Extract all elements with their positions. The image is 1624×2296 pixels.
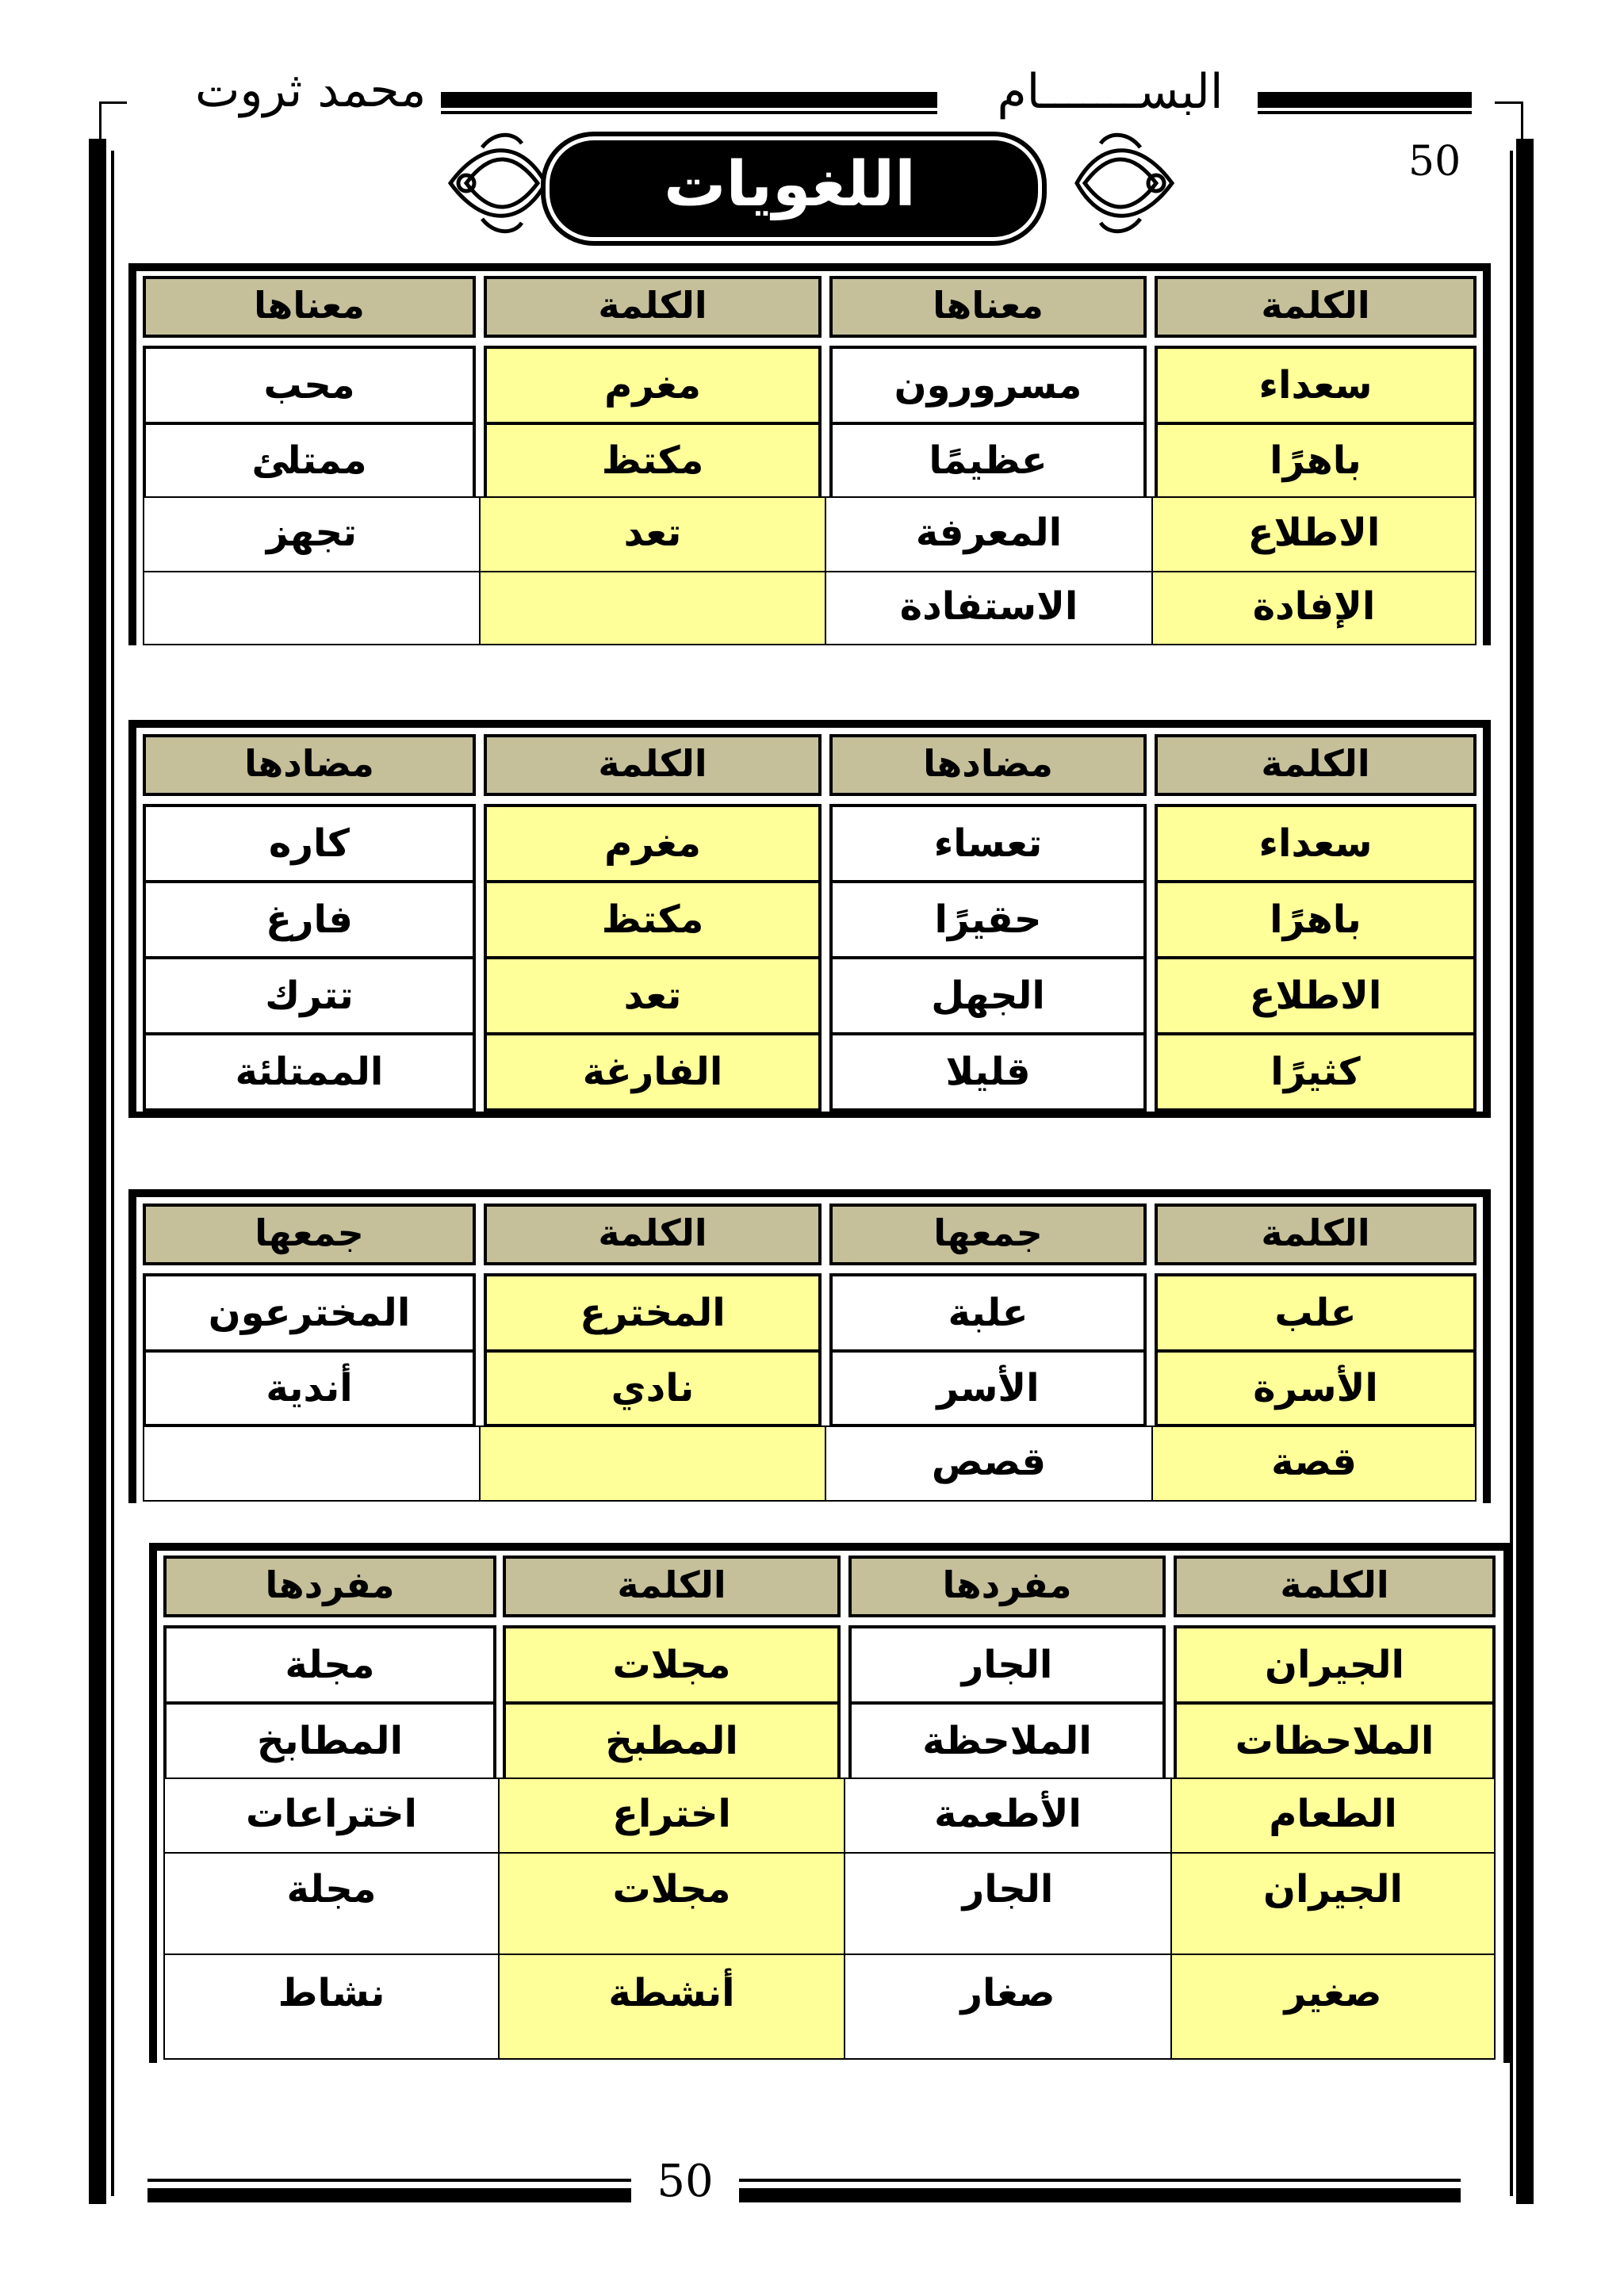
singular-cell: مجلة	[163, 1625, 496, 1705]
header-cell: مفردها	[163, 1556, 496, 1617]
header-bar-right	[1258, 92, 1472, 108]
word-cell: الاطلاع	[1155, 956, 1477, 1035]
plural-cell: أندية	[143, 1349, 476, 1427]
page-frame-left	[89, 139, 106, 2204]
footer-bar-left	[147, 2188, 631, 2202]
header-cell: الكلمة	[1155, 734, 1477, 796]
word-cell: الملاحظات	[1174, 1701, 1496, 1781]
opposite-cell: تعساء	[829, 804, 1147, 883]
plural-cell: قصص	[825, 1425, 1153, 1502]
table-right-rule	[1483, 720, 1491, 1118]
page-frame-right	[1516, 139, 1534, 2204]
meaning-cell: ممتلئ	[143, 422, 476, 499]
footer-bar-left-thin	[147, 2179, 631, 2182]
page-number-bottom: 50	[657, 2156, 714, 2207]
opposite-cell: فارغ	[143, 880, 476, 959]
word-cell: الإفادة	[1151, 571, 1477, 645]
plural-cell: الأسر	[829, 1349, 1147, 1427]
opposite-cell: حقيرًا	[829, 880, 1147, 959]
header-cell: مضادها	[829, 734, 1147, 796]
table-top-rule	[149, 1543, 1511, 1551]
table-bottom-rule	[128, 1112, 1491, 1118]
word-cell	[479, 1425, 826, 1502]
header-cell: معناها	[143, 276, 476, 338]
word-cell: سعداء	[1155, 346, 1477, 425]
opposite-cell: قليلا	[829, 1032, 1147, 1112]
singular-cell: الأطعمة	[844, 1777, 1172, 1854]
header-cell: جمعها	[829, 1203, 1147, 1265]
footer-bar-right	[739, 2188, 1461, 2202]
word-cell: تعد	[479, 496, 826, 572]
page-number-top: 50	[1408, 138, 1461, 186]
table-top-rule	[128, 720, 1491, 728]
word-cell: مجلات	[503, 1625, 841, 1705]
table-right-rule	[1483, 263, 1491, 645]
singular-cell: المطابخ	[163, 1701, 496, 1781]
meaning-cell	[143, 571, 481, 645]
header-bar-left-thin	[441, 111, 937, 114]
frame-corner-tl-h	[99, 101, 127, 104]
header-cell: الكلمة	[1155, 276, 1477, 338]
header-cell: الكلمة	[1174, 1556, 1496, 1617]
table-left-rule	[128, 720, 136, 1118]
header-cell: جمعها	[143, 1203, 476, 1265]
header-bar-left	[441, 92, 937, 108]
frame-corner-tl	[99, 101, 102, 145]
header-cell: مضادها	[143, 734, 476, 796]
singular-cell: اختراعات	[163, 1777, 500, 1854]
singular-cell: الجار	[848, 1625, 1166, 1705]
table-left-rule	[149, 1543, 157, 2063]
word-cell: مغرم	[484, 804, 822, 883]
word-cell: باهرًا	[1155, 880, 1477, 959]
plural-cell: المخترعون	[143, 1273, 476, 1353]
singular-cell: الملاحظة	[848, 1701, 1166, 1781]
table-left-rule	[128, 1189, 136, 1503]
word-cell: كثيرًا	[1155, 1032, 1477, 1112]
word-cell: الجيران	[1170, 1852, 1496, 1955]
word-cell: المطبخ	[503, 1701, 841, 1781]
author-name: محمد ثروت	[195, 63, 427, 118]
meaning-cell: عظيمًا	[829, 422, 1147, 499]
plural-cell	[143, 1425, 481, 1502]
frame-corner-tr	[1521, 101, 1523, 145]
school-name: البســـــــام	[997, 64, 1224, 120]
meaning-cell: مسرورون	[829, 346, 1147, 425]
word-cell: الاطلاع	[1151, 496, 1477, 572]
word-cell: الفارغة	[484, 1032, 822, 1112]
singular-cell: الجار	[844, 1852, 1172, 1955]
footer-bar-right-thin	[739, 2179, 1461, 2182]
singular-cell: صغار	[844, 1954, 1172, 2060]
opposite-cell: الجهل	[829, 956, 1147, 1035]
word-cell: تعد	[484, 956, 822, 1035]
table-right-rule	[1483, 1189, 1491, 1503]
singular-cell: مجلة	[163, 1852, 500, 1955]
word-cell: المخترع	[484, 1273, 822, 1353]
word-cell: مغرم	[484, 346, 822, 425]
word-cell: اختراع	[498, 1777, 845, 1854]
page-frame-left-inner	[111, 151, 114, 2196]
opposite-cell: الممتلئة	[143, 1032, 476, 1112]
table-right-rule	[1503, 1543, 1511, 2063]
word-cell: مكتظ	[484, 880, 822, 959]
plural-cell: علبة	[829, 1273, 1147, 1353]
meaning-cell: تجهز	[143, 496, 481, 572]
header-cell: الكلمة	[503, 1556, 841, 1617]
header-cell: معناها	[829, 276, 1147, 338]
header-cell: مفردها	[848, 1556, 1166, 1617]
word-cell: باهرًا	[1155, 422, 1477, 499]
header-cell: الكلمة	[484, 734, 822, 796]
word-cell: قصة	[1151, 1425, 1477, 1502]
word-cell: مجلات	[498, 1852, 845, 1955]
word-cell: نادي	[484, 1349, 822, 1427]
word-cell: الطعام	[1170, 1777, 1496, 1854]
word-cell: أنشطة	[498, 1954, 845, 2060]
word-cell: صغير	[1170, 1954, 1496, 2060]
word-cell: سعداء	[1155, 804, 1477, 883]
singular-cell: نشاط	[163, 1954, 500, 2060]
frame-corner-tr-h	[1495, 101, 1523, 104]
meaning-cell: الاستفادة	[825, 571, 1153, 645]
opposite-cell: كاره	[143, 804, 476, 883]
word-cell	[479, 571, 826, 645]
table-top-rule	[128, 263, 1491, 271]
word-cell: الجيران	[1174, 1625, 1496, 1705]
word-cell: الأسرة	[1155, 1349, 1477, 1427]
page-title: اللغويات	[664, 149, 916, 220]
table-left-rule	[128, 263, 136, 645]
header-cell: الكلمة	[1155, 1203, 1477, 1265]
table-top-rule	[128, 1189, 1491, 1197]
header-cell: الكلمة	[484, 1203, 822, 1265]
header-bar-right-thin	[1258, 111, 1472, 114]
word-cell: علب	[1155, 1273, 1477, 1353]
opposite-cell: تترك	[143, 956, 476, 1035]
header-cell: الكلمة	[484, 276, 822, 338]
meaning-cell: المعرفة	[825, 496, 1153, 572]
word-cell: مكتظ	[484, 422, 822, 499]
meaning-cell: محب	[143, 346, 476, 425]
